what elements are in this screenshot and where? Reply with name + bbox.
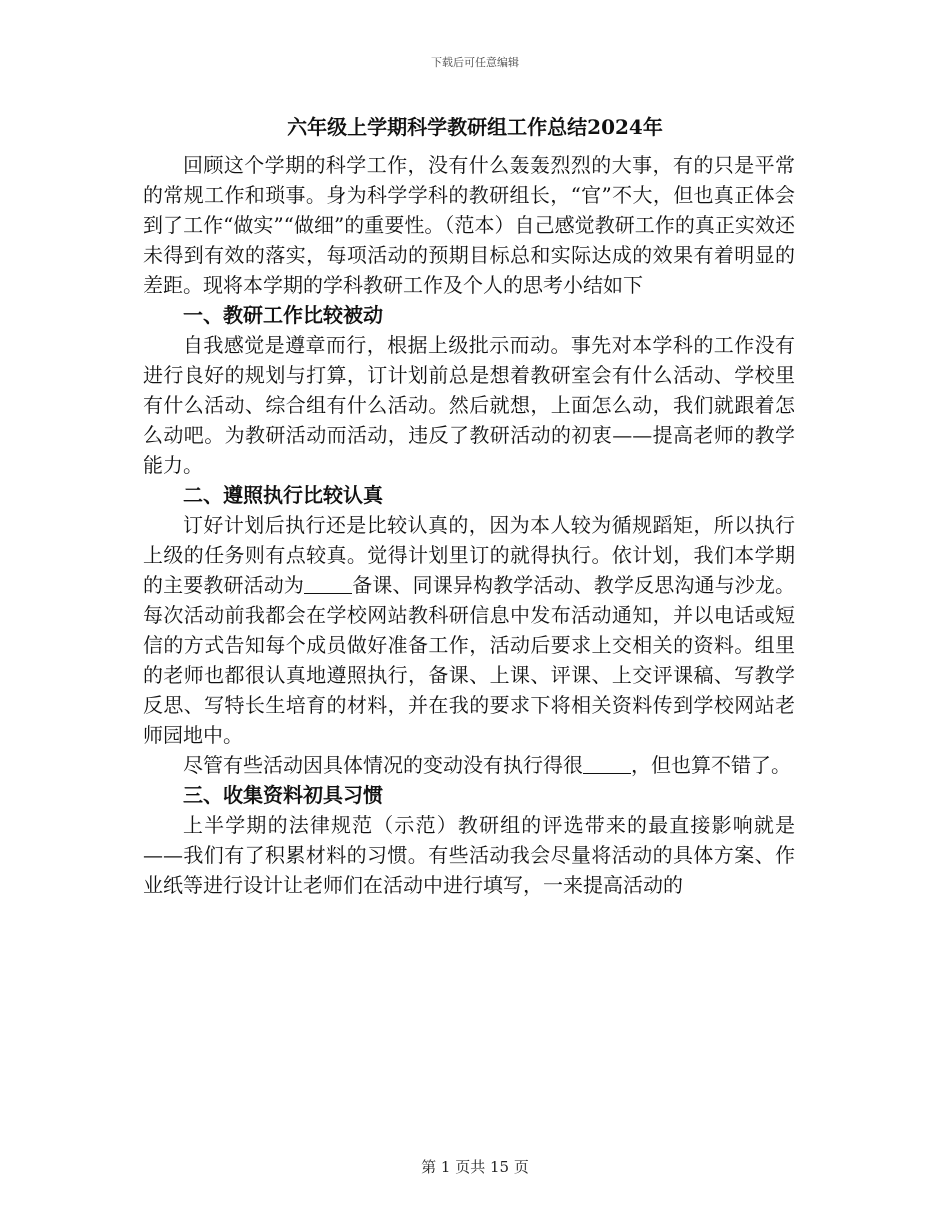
blank-underline: [304, 573, 352, 594]
intro-paragraph: 回顾这个学期的科学工作，没有什么轰轰烈烈的大事，有的只是平常的常规工作和琐事。身为科学学科的教研组长，“官”不大，但也真正体会到了工作“做实”“做细”的重要性。（范本）自己感觉教研工作的真正实效还未得到有效的落实，每项活动的预期目标总和实际达成的效果有着明显的差距。现将本学期的学科教研工作及个人的思考小结如下: [143, 153, 795, 297]
page-number: 第 1 页共 15 页: [421, 1158, 529, 1176]
section-1-paragraph: 自我感觉是遵章而行，根据上级批示而动。事先对本学科的工作没有进行良好的规划与打算，订计划前总是想着教研室会有什么活动、学校里有什么活动、综合组有什么活动。然后就想，上面怎么动，我们就跟着怎么动吧。为教研活动而活动，违反了教研活动的初衷——提高老师的教学能力。: [143, 333, 795, 477]
section-2-paragraph-1: [143, 510, 795, 750]
section-heading-2: 二、遵照执行比较认真: [183, 483, 383, 507]
section-2-paragraph-2: [143, 750, 795, 780]
section-2-text-b: 备课、同课异构教学活动、教学反思沟通与沙龙。每次活动前我都会在学校网站教科研信息中发布活动通知，并以电话或短信的方式告知每个成员做好准备工作，活动后要求上交相关的资料。组里的老师也都很认真地遵照执行，备课、上课、评课、上交评课稿、写教学反思、写特长生培育的材料，并在我的要求下将相关资料传到学校网站老师园地中。: [143, 573, 796, 747]
section-heading-3: 三、收集资料初具习惯: [183, 783, 383, 807]
section-3-paragraph: 上半学期的法律规范（示范）教研组的评选带来的最直接影响就是——我们有了积累材料的习惯。有些活动我会尽量将活动的具体方案、作业纸等进行设计让老师们在活动中进行填写，一来提高活动的: [143, 813, 795, 897]
section-2-text-d: ，但也算不错了。: [631, 753, 791, 777]
document-body: [143, 150, 795, 900]
document-title: 六年级上学期科学教研组工作总结2024年: [287, 115, 663, 139]
blank-underline: [583, 753, 631, 774]
header-note: 下载后可任意编辑: [431, 56, 519, 69]
section-2-text-c: 尽管有些活动因具体情况的变动没有执行得很: [183, 753, 583, 777]
section-2-text-a: 订好计划后执行还是比较认真的，因为本人较为循规蹈矩，所以执行上级的任务则有点较真。觉得计划里订的就得执行。依计划，我们本学期的主要教研活动为: [143, 513, 795, 597]
section-heading-1: 一、教研工作比较被动: [183, 303, 383, 327]
